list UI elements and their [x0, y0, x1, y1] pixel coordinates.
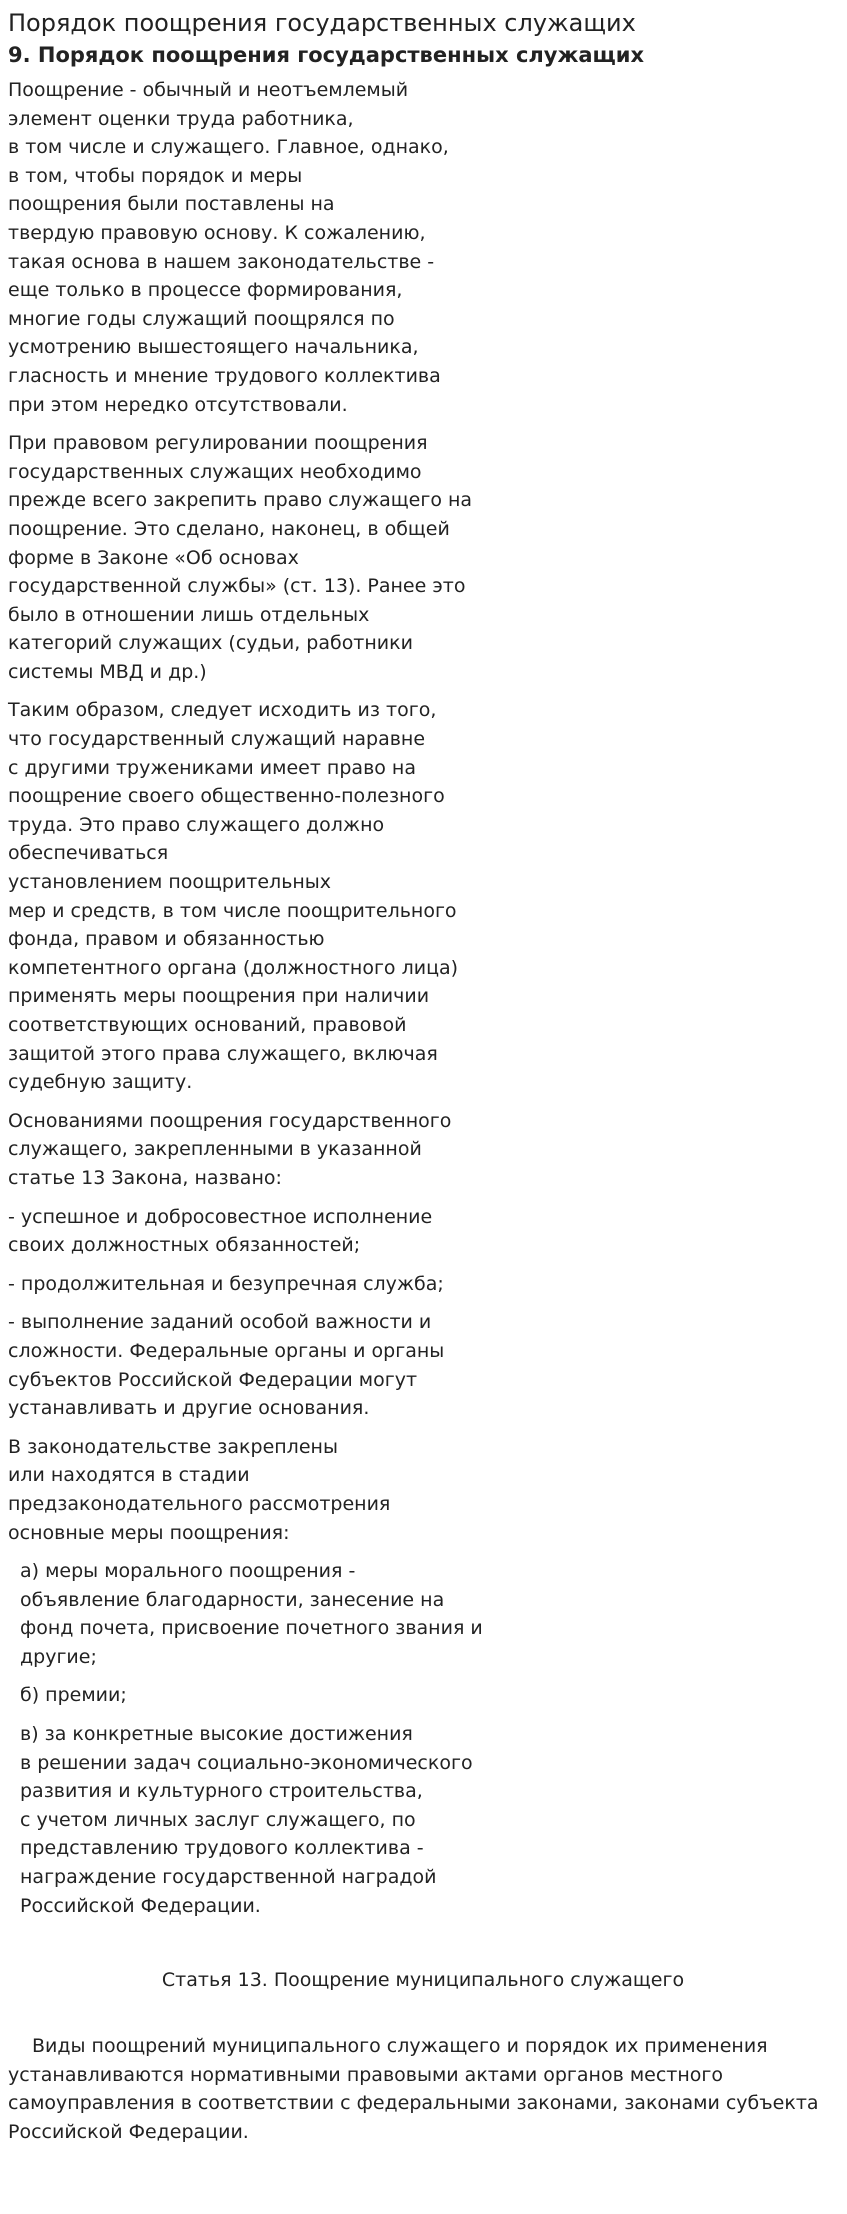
article-title: Статья 13. Поощрение муниципального служащего: [161, 1969, 685, 1992]
text-line: развития и культурного строительства,: [20, 1780, 423, 1803]
section-body: [8, 76, 838, 1920]
text-line: мер и средств, в том числе поощрительного: [8, 899, 457, 922]
text-line: прежде всего закрепить право служащего на: [8, 489, 473, 512]
article-line: Виды поощрений муниципального служащего и порядок их применения: [32, 2035, 768, 2058]
text-line: твердую правовую основу. К сожалению,: [8, 221, 426, 244]
text-line: При правовом регулировании поощрения: [8, 432, 428, 455]
text-line: поощрение. Это сделано, наконец, в общей: [8, 517, 450, 540]
text-line: поощрение своего общественно-полезного: [8, 785, 445, 808]
text-line: судебную защиту.: [8, 1071, 193, 1094]
article-line: Российской Федерации.: [8, 2121, 249, 2143]
paragraph: [8, 696, 838, 1096]
document-title: Порядок поощрения государственных служащих: [8, 9, 636, 37]
text-line: объявление благодарности, занесение на: [20, 1588, 445, 1611]
text-line: установлением поощрительных: [8, 871, 332, 894]
text-line: - выполнение заданий особой важности и: [8, 1311, 432, 1334]
text-line: поощрения были поставлены на: [8, 193, 335, 216]
paragraph: [8, 1270, 838, 1299]
text-line: гласность и мнение трудового коллектива: [8, 364, 441, 387]
article-line: устанавливаются нормативными правовыми актами органов местного: [8, 2063, 724, 2086]
article-body: [8, 2032, 838, 2146]
text-line: компетентного органа (должностного лица): [8, 956, 459, 979]
text-line: фонд почета, присвоение почетного звания и: [20, 1617, 483, 1640]
paragraph: [8, 1308, 838, 1422]
text-line: категорий служащих (судьи, работники: [8, 632, 413, 655]
text-line: Поощрение - обычный и неотъемлемый: [8, 79, 409, 101]
text-line: предзаконодательного рассмотрения: [8, 1492, 391, 1515]
text-line: применять меры поощрения при наличии: [8, 985, 430, 1008]
text-line: своих должностных обязанностей;: [8, 1234, 361, 1257]
text-line: многие годы служащий поощрялся по: [8, 307, 395, 330]
text-line: защитой этого права служащего, включая: [8, 1042, 438, 1065]
text-line: - продолжительная и безупречная служба;: [8, 1272, 444, 1295]
text-line: другие;: [20, 1645, 97, 1668]
text-line: в том числе и служащего. Главное, однако,: [8, 136, 449, 159]
paragraph: [8, 76, 838, 419]
paragraph: [8, 1203, 838, 1260]
paragraph: [8, 1681, 838, 1710]
text-line: при этом нередко отсутствовали.: [8, 393, 348, 416]
text-line: с учетом личных заслуг служащего, по: [20, 1808, 416, 1831]
text-line: государственных служащих необходимо: [8, 460, 422, 483]
text-line: устанавливать и другие основания.: [8, 1397, 370, 1420]
paragraph: [8, 429, 838, 686]
text-line: награждение государственной наградой: [20, 1866, 437, 1889]
text-line: усмотрению вышестоящего начальника,: [8, 336, 419, 359]
paragraph: [8, 1720, 838, 1920]
text-line: еще только в процессе формирования,: [8, 279, 403, 302]
text-line: основные меры поощрения:: [8, 1521, 290, 1544]
text-line: в том, чтобы порядок и меры: [8, 164, 303, 187]
text-line: с другими тружениками имеет право на: [8, 756, 416, 779]
text-line: Основаниями поощрения государственного: [8, 1109, 452, 1132]
text-line: б) премии;: [20, 1684, 127, 1707]
text-line: статье 13 Закона, названо:: [8, 1166, 282, 1189]
text-line: субъектов Российской Федерации могут: [8, 1368, 418, 1391]
text-line: в) за конкретные высокие достижения: [20, 1723, 413, 1746]
document-page: [8, 6, 838, 2147]
paragraph: [8, 1433, 838, 1547]
text-line: обеспечиваться: [8, 842, 169, 865]
text-line: государственной службы» (ст. 13). Ранее это: [8, 575, 466, 598]
section-heading: 9. Порядок поощрения государственных служащих: [8, 43, 645, 67]
text-line: представлению трудового коллектива -: [20, 1837, 424, 1860]
text-line: что государственный служащий наравне: [8, 728, 426, 751]
text-line: такая основа в нашем законодательстве -: [8, 250, 435, 273]
text-line: Российской Федерации.: [20, 1894, 261, 1917]
text-line: форме в Законе «Об основах: [8, 546, 299, 569]
text-line: Таким образом, следует исходить из того,: [8, 699, 437, 722]
text-line: сложности. Федеральные органы и органы: [8, 1339, 445, 1362]
text-line: служащего, закрепленными в указанной: [8, 1138, 422, 1161]
text-line: труда. Это право служащего должно: [8, 813, 385, 836]
text-line: системы МВД и др.): [8, 660, 207, 683]
text-line: а) меры морального поощрения -: [20, 1560, 356, 1583]
text-line: или находятся в стадии: [8, 1464, 250, 1487]
article-line: самоуправления в соответствии с федеральными законами, законами субъекта: [8, 2092, 819, 2115]
text-line: было в отношении лишь отдельных: [8, 603, 370, 626]
text-line: - успешное и добросовестное исполнение: [8, 1205, 433, 1228]
text-line: соответствующих оснований, правовой: [8, 1014, 407, 1036]
paragraph: [8, 1107, 838, 1193]
text-line: фонда, правом и обязанностью: [8, 928, 325, 951]
paragraph: [8, 1557, 838, 1671]
text-line: элемент оценки труда работника,: [8, 107, 354, 130]
text-line: в решении задач социально-экономического: [20, 1751, 473, 1774]
text-line: В законодательстве закреплены: [8, 1435, 338, 1458]
